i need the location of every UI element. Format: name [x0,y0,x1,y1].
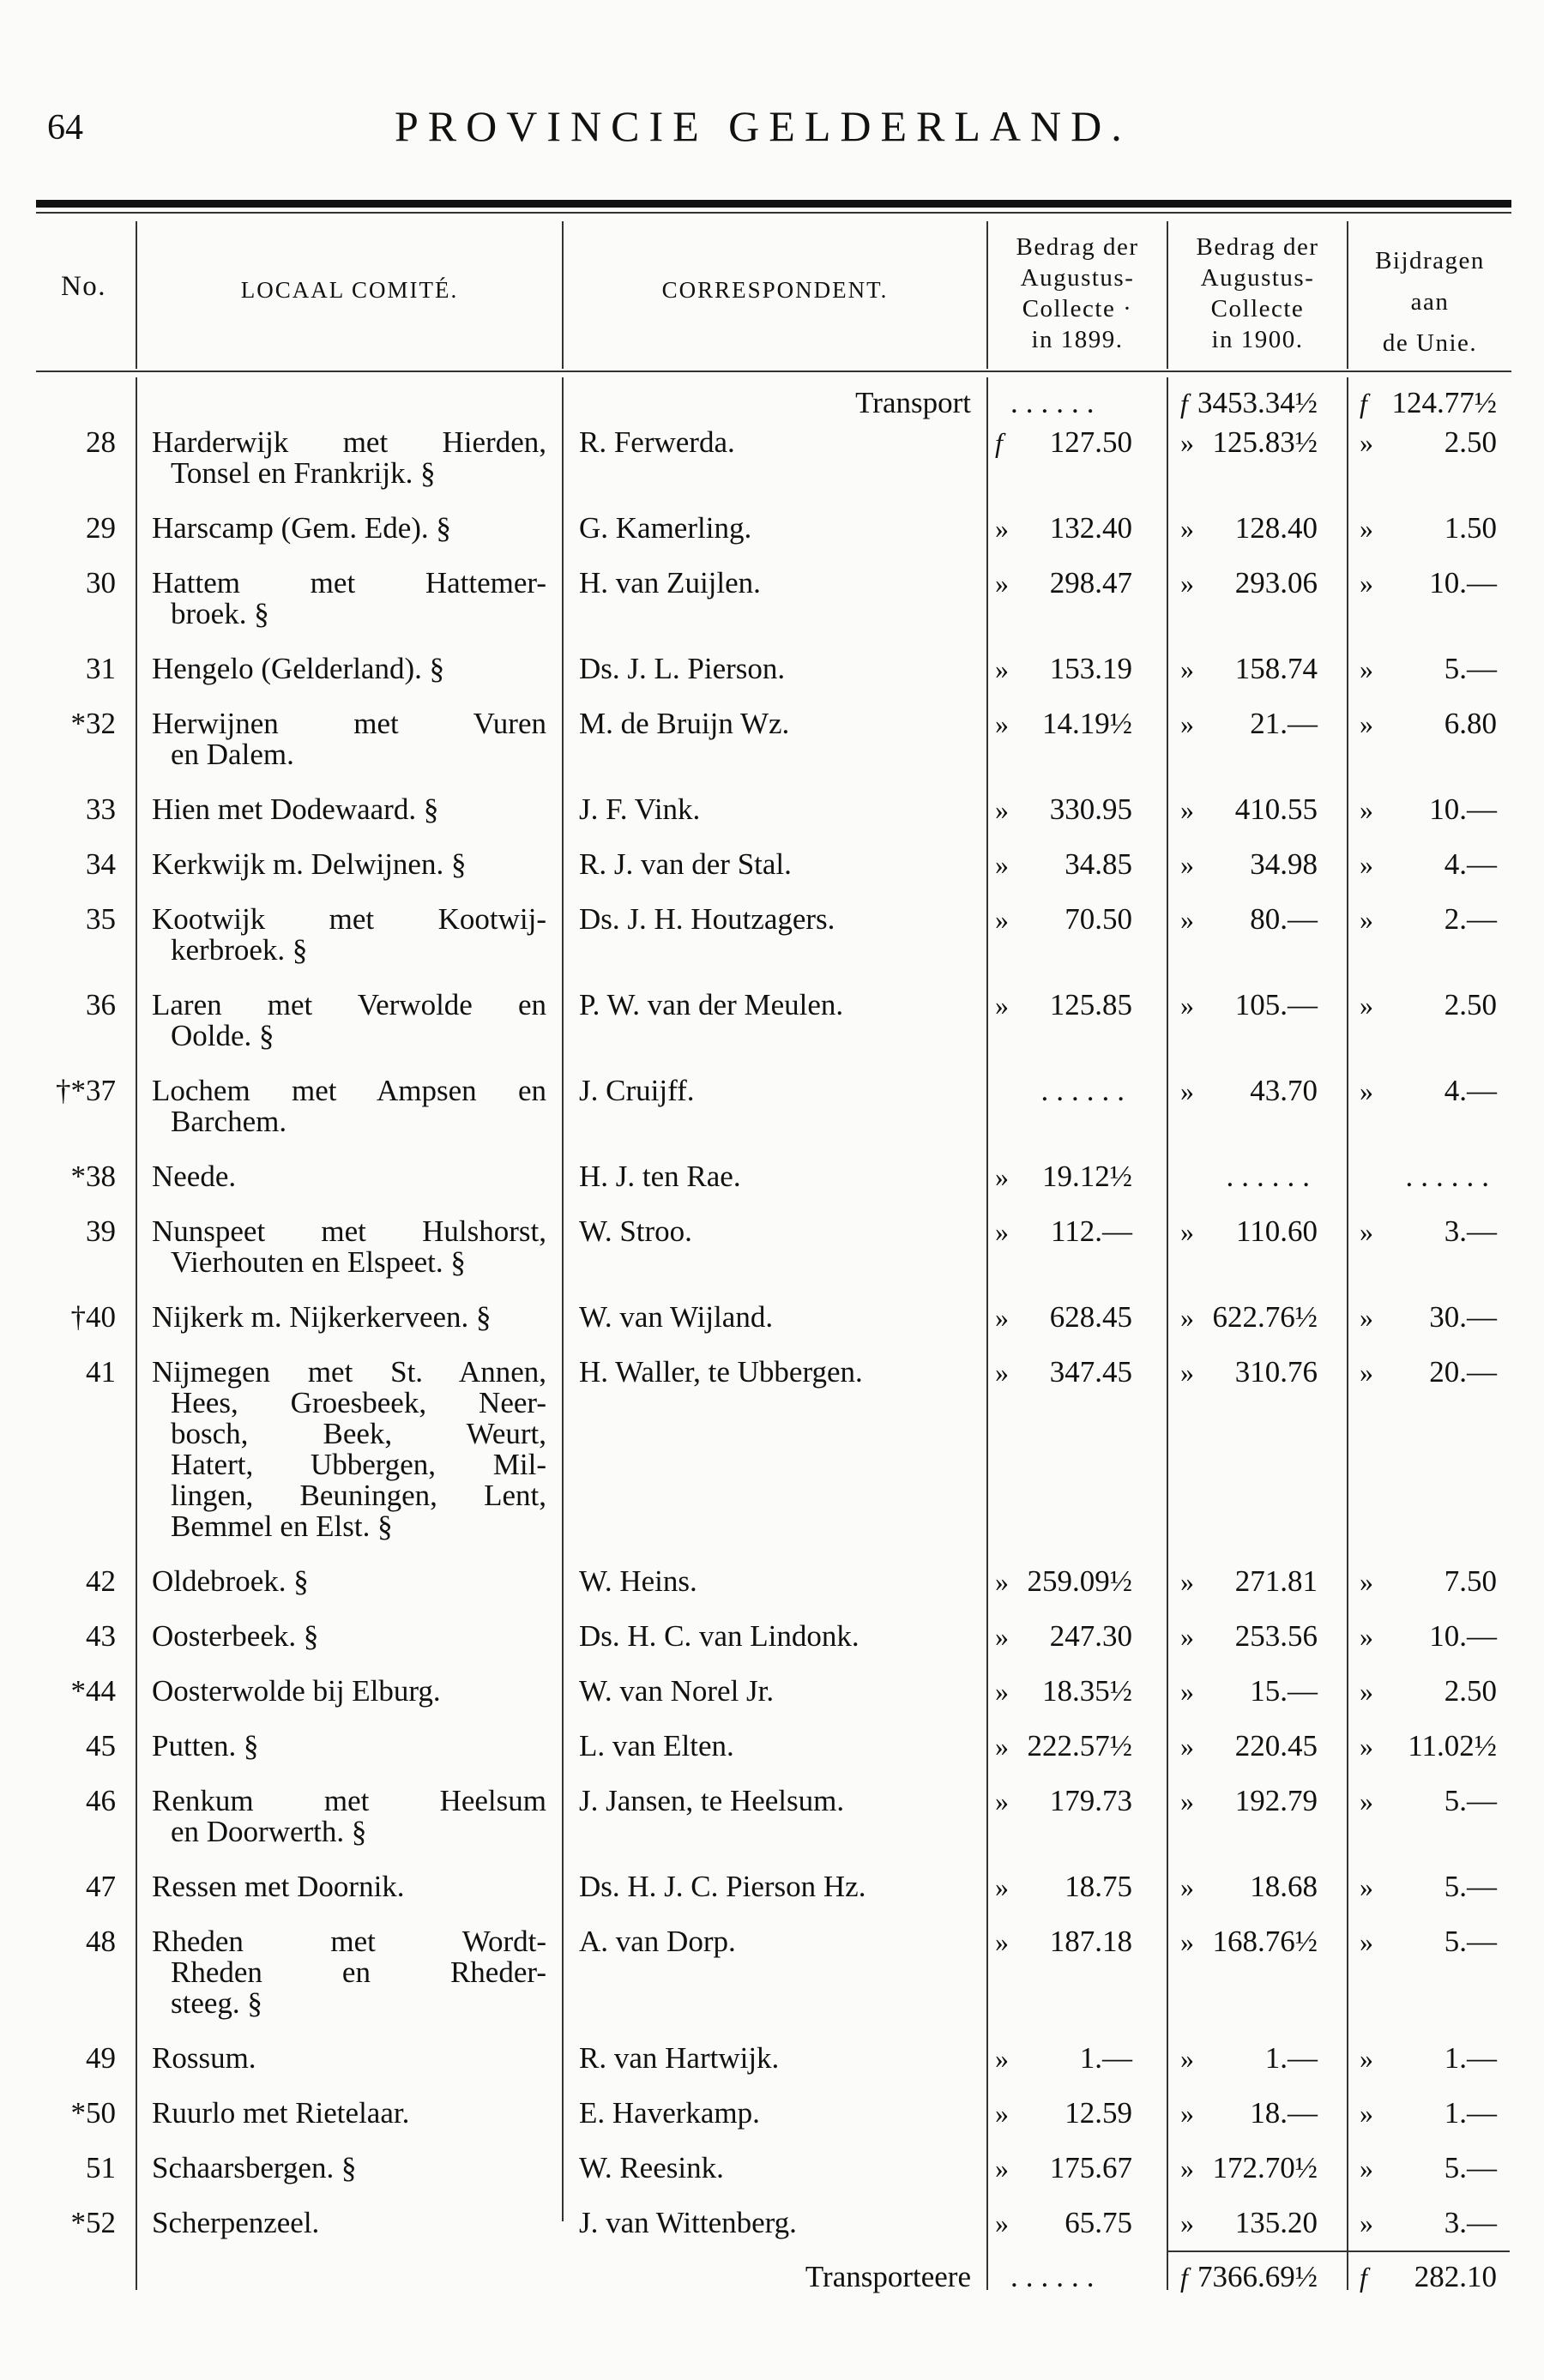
row-number: †40 [70,1300,116,1334]
committee-line: Putten. § [152,1729,259,1762]
amount-prefix: » [995,1357,1009,1388]
column-divider [562,377,564,2221]
column-divider [1347,377,1348,2290]
amount-prefix: » [1360,2043,1373,2074]
amount-1899: 259.09½ [1027,1564,1132,1598]
amount-1900: 105.— [1234,988,1318,1021]
amount-prefix: » [1360,1357,1373,1388]
amount-1900: 21.— [1250,707,1318,740]
amount-1899: 12.59 [1065,2096,1132,2130]
amount-1899: 187.18 [1049,1925,1132,1958]
amount-prefix: » [1360,1216,1373,1247]
amount-unie: 5.— [1444,1784,1497,1817]
amount-1900: 125.83½ [1212,425,1318,459]
amount-unie: 5.— [1444,652,1497,685]
amount-1900: 135.20 [1234,2206,1318,2239]
local-committee [152,1731,546,1762]
local-committee [152,1076,546,1137]
row-number: 35 [86,902,116,936]
committee-line: en Dalem. [171,738,294,771]
amount-1899: 330.95 [1049,792,1132,826]
amount-prefix: » [1360,1731,1373,1762]
amount-1899: 14.19½ [1042,707,1132,740]
correspondent: G. Kamerling. [579,511,752,545]
committee-line: Herwijnen met Vuren [152,707,546,740]
amount-1899: 222.57½ [1027,1729,1132,1762]
amount-1899: 175.67 [1049,2151,1132,2184]
amount-prefix: » [1360,1621,1373,1652]
correspondent: H. J. ten Rae. [579,1160,741,1193]
amount-1900: 293.06 [1234,566,1318,600]
amount-unie: 5.— [1444,1870,1497,1903]
committee-line: Nunspeet met Hulshorst, [152,1214,546,1248]
local-committee [152,2208,546,2238]
amount-1900: 80.— [1250,902,1318,936]
amount-1900: 168.76½ [1212,1925,1318,1958]
committee-line: Kootwijk met Kootwij- [152,902,546,936]
transport-label: Transport [855,386,971,419]
amount-unie: 3.— [1444,1214,1497,1248]
committee-line: lingen, Beuningen, Lent, [171,1479,546,1512]
amount-1899: 34.85 [1065,847,1132,881]
amount-prefix: » [1360,1076,1373,1106]
amount-prefix: » [1360,1871,1373,1902]
local-committee [152,1676,546,1707]
amount-unie: 6.80 [1444,707,1497,740]
row-number: 36 [86,988,116,1021]
amount-prefix: » [995,568,1009,599]
committee-line: Harscamp (Gem. Ede). § [152,511,451,545]
amount-1900: 253.56 [1234,1619,1318,1653]
committee-line: kerbroek. § [171,933,308,967]
amount-prefix: » [1360,1676,1373,1707]
correspondent: W. Reesink. [579,2151,724,2184]
amount-prefix: » [1180,1216,1194,1247]
amount-prefix: » [1180,1926,1194,1957]
committee-line: Laren met Verwolde en [152,988,546,1021]
header-unie: Bijdragen aan de Unie. [1375,247,1485,357]
top-rule [36,200,1511,208]
amount-1899: 132.40 [1049,511,1132,545]
amount-prefix: » [1180,654,1194,684]
amount-unie: 1.— [1444,2041,1497,2075]
committee-line: Ruurlo met Rietelaar. [152,2096,410,2130]
amount-prefix: » [1360,990,1373,1021]
amount-prefix: » [1180,2153,1194,2184]
amount-prefix: » [995,1731,1009,1762]
row-number: 41 [86,1355,116,1389]
amount-prefix: f [995,427,1003,458]
amount-prefix: » [1360,2208,1373,2238]
amount-prefix: » [1180,1621,1194,1652]
amount-unie: 1.50 [1444,511,1497,545]
amount-unie: ...... [1405,1160,1497,1193]
amount-unie: 20.— [1429,1355,1497,1389]
local-committee [152,1786,546,1847]
carry-forward-1899: ...... [1010,2260,1102,2293]
row-number: 33 [86,792,116,826]
correspondent: H. Waller, te Ubbergen. [579,1355,863,1389]
amount-prefix: » [1180,794,1194,825]
committee-line: Nijmegen met St. Annen, [152,1355,546,1389]
amount-1899: 127.50 [1049,425,1132,459]
amount-unie: 2.— [1444,902,1497,936]
amount-1899: 18.75 [1065,1870,1132,1903]
amount-1899: 628.45 [1049,1300,1132,1334]
correspondent: J. Cruijff. [579,1074,695,1107]
amount-prefix: » [1180,849,1194,880]
correspondent: W. van Wijland. [579,1300,774,1334]
amount-1899: 19.12½ [1042,1160,1132,1193]
committee-line: Bemmel en Elst. § [171,1509,393,1543]
header-bottom-rule [36,371,1511,372]
column-divider [136,377,137,2290]
amount-prefix: » [995,1786,1009,1817]
amount-prefix: » [995,1676,1009,1707]
currency-prefix: f [1180,2262,1188,2293]
amount-unie: 1.— [1444,2096,1497,2130]
correspondent: W. Stroo. [579,1214,692,1248]
correspondent: R. Ferwerda. [579,425,735,459]
local-committee [152,1216,546,1278]
row-number: 39 [86,1214,116,1248]
header-1900: Bedrag der Augustus- Collecte in 1900. [1196,233,1319,353]
local-committee [152,794,546,825]
row-number: 29 [86,511,116,545]
committee-line: Harderwijk met Hierden, [152,425,546,459]
local-committee [152,2043,546,2074]
amount-unie: 2.50 [1444,425,1497,459]
row-number: 28 [86,425,116,459]
amount-prefix: » [1360,1926,1373,1957]
amount-prefix: » [995,1216,1009,1247]
amount-prefix: » [1360,1566,1373,1597]
transport-1900: 3453.34½ [1197,386,1318,419]
amount-prefix: » [995,1926,1009,1957]
local-committee [152,990,546,1051]
row-number: †*37 [56,1074,116,1107]
committee-line: Schaarsbergen. § [152,2151,357,2184]
column-divider [1167,377,1168,2290]
amount-unie: 7.50 [1444,1564,1497,1598]
local-committee [152,849,546,880]
correspondent: A. van Dorp. [579,1925,736,1958]
amount-prefix: » [1180,904,1194,935]
amount-1900: 310.76 [1234,1355,1318,1389]
amount-1899: 179.73 [1049,1784,1132,1817]
local-committee [152,1621,546,1652]
correspondent: M. de Bruijn Wz. [579,707,790,740]
committee-line: Oosterbeek. § [152,1619,319,1653]
currency-prefix: f [1180,388,1188,419]
amount-prefix: » [995,990,1009,1021]
top-rule-thin [36,212,1511,214]
local-committee [152,1357,546,1542]
amount-1900: 15.— [1250,1674,1318,1708]
committee-line: Rheden met Wordt- [152,1925,546,1958]
local-committee [152,1926,546,2019]
row-number: *50 [70,2096,116,2130]
amount-prefix: » [1180,568,1194,599]
amount-prefix: » [1180,2043,1194,2074]
correspondent: Ds. H. C. van Lindonk. [579,1619,859,1653]
correspondent: Ds. J. L. Pierson. [579,652,786,685]
running-title: PROVINCIE GELDERLAND. [395,102,1131,150]
amount-unie: 2.50 [1444,988,1497,1021]
amount-prefix: » [995,1302,1009,1333]
amount-prefix: » [1180,2208,1194,2238]
correspondent: Ds. H. J. C. Pierson Hz. [579,1870,866,1903]
currency-prefix: f [1360,2262,1367,2293]
amount-1900: 192.79 [1234,1784,1318,1817]
committee-line: Scherpenzeel. [152,2206,320,2239]
header-correspondent: CORRESPONDENT. [661,277,889,303]
local-committee [152,1871,546,1902]
amount-prefix: » [1180,990,1194,1021]
amount-prefix: » [1360,513,1373,544]
committee-line: Oolde. § [171,1019,274,1052]
amount-1899: 18.35½ [1042,1674,1132,1708]
committee-line: broek. § [171,597,269,630]
committee-line: Neede. [152,1160,237,1193]
carry-forward-1900: 7366.69½ [1197,2260,1318,2293]
amount-1900: 622.76½ [1212,1300,1318,1334]
correspondent: W. van Norel Jr. [579,1674,775,1708]
amount-prefix: » [1180,2098,1194,2129]
amount-prefix: » [1360,2153,1373,2184]
amount-unie: 5.— [1444,2151,1497,2184]
local-committee [152,1161,546,1192]
committee-line: Rheden en Rheder- [171,1955,546,1989]
amount-prefix: » [1360,794,1373,825]
amount-1900: 410.55 [1234,792,1318,826]
currency-prefix: f [1360,388,1367,419]
amount-1900: ...... [1226,1160,1318,1193]
committee-line: en Doorwerth. § [171,1815,367,1848]
amount-unie: 5.— [1444,1925,1497,1958]
amount-prefix: » [995,1621,1009,1652]
correspondent: P. W. van der Meulen. [579,988,844,1021]
transport-1899: ...... [1010,386,1102,419]
committee-line: Renkum met Heelsum [152,1784,546,1817]
amount-prefix: » [995,849,1009,880]
row-number: *38 [70,1160,116,1193]
amount-1900: 220.45 [1234,1729,1318,1762]
amount-prefix: » [1180,1731,1194,1762]
committee-line: steeg. § [171,1986,262,2020]
column-divider [986,377,988,2290]
committee-line: Tonsel en Frankrijk. § [171,456,436,490]
amount-1899: 70.50 [1065,902,1132,936]
amount-prefix: » [995,1871,1009,1902]
correspondent: J. F. Vink. [579,792,701,826]
row-number: 47 [86,1870,116,1903]
committee-line: bosch, Beek, Weurt, [171,1417,546,1450]
correspondent: J. van Wittenberg. [579,2206,797,2239]
amount-prefix: » [995,794,1009,825]
correspondent: R. van Hartwijk. [579,2041,780,2075]
amount-1900: 158.74 [1234,652,1318,685]
amount-prefix: » [1180,1676,1194,1707]
amount-prefix: » [995,708,1009,739]
committee-line: Hatert, Ubbergen, Mil- [171,1448,546,1481]
row-number: 30 [86,566,116,600]
local-committee [152,904,546,966]
amount-prefix: » [1180,1566,1194,1597]
amount-unie: 4.— [1444,1074,1497,1107]
amount-1899: 1.— [1079,2041,1132,2075]
amount-1899: 65.75 [1065,2206,1132,2239]
amount-1899: 298.47 [1049,566,1132,600]
row-number: 31 [86,652,116,685]
amount-1899: ...... [1040,1074,1132,1107]
amount-unie: 11.02½ [1408,1729,1497,1762]
row-number: 45 [86,1729,116,1762]
amount-1899: 347.45 [1049,1355,1132,1389]
carry-forward-unie: 282.10 [1414,2260,1497,2293]
row-number: 48 [86,1925,116,1958]
page-number: 64 [47,108,83,148]
amount-1900: 1.— [1264,2041,1318,2075]
correspondent: R. J. van der Stal. [579,847,792,881]
committee-line: Oosterwolde bij Elburg. [152,1674,441,1708]
committee-line: Nijkerk m. Nijkerkerveen. § [152,1300,492,1334]
committee-line: Ressen met Doornik. [152,1870,405,1903]
amount-prefix: » [995,2153,1009,2184]
amount-1899: 153.19 [1049,652,1132,685]
amount-1899: 112.— [1051,1214,1132,1248]
correspondent: E. Haverkamp. [579,2096,760,2130]
local-committee [152,568,546,630]
amount-1900: 110.60 [1236,1214,1318,1248]
amount-prefix: » [1360,1786,1373,1817]
committee-line: Kerkwijk m. Delwijnen. § [152,847,467,881]
committee-line: Barchem. [171,1105,287,1138]
correspondent: W. Heins. [579,1564,697,1598]
header-comite: LOCAAL COMITÉ. [240,277,459,303]
committee-line: Oldebroek. § [152,1564,309,1598]
amount-prefix: » [1180,427,1194,458]
amount-1900: 43.70 [1250,1074,1318,1107]
local-committee [152,2153,546,2184]
amount-prefix: » [1180,708,1194,739]
local-committee [152,1566,546,1597]
row-number: *52 [70,2206,116,2239]
local-committee [152,708,546,770]
amount-1900: 18.— [1250,2096,1318,2130]
correspondent: Ds. J. H. Houtzagers. [579,902,835,936]
amount-prefix: » [1180,513,1194,544]
amount-prefix: » [1180,1871,1194,1902]
amount-prefix: » [995,2098,1009,2129]
transport-unie: 124.77½ [1391,386,1497,419]
committee-line: Hattem met Hattemer- [152,566,546,600]
row-number: 51 [86,2151,116,2184]
committee-line: Hien met Dodewaard. § [152,792,439,826]
amount-unie: 2.50 [1444,1674,1497,1708]
header-1899: Bedrag der Augustus- Collecte · in 1899. [1016,233,1139,353]
local-committee [152,2098,546,2129]
carry-forward-label: Transporteere [805,2260,971,2293]
amount-unie: 30.— [1429,1300,1497,1334]
amount-1900: 34.98 [1250,847,1318,881]
amount-prefix: » [1360,568,1373,599]
local-committee [152,427,546,489]
amount-1900: 172.70½ [1212,2151,1318,2184]
amount-prefix: » [995,2043,1009,2074]
amount-unie: 4.— [1444,847,1497,881]
amount-prefix: » [995,2208,1009,2238]
amount-1899: 247.30 [1049,1619,1132,1653]
amount-1900: 18.68 [1250,1870,1318,1903]
amount-1900: 128.40 [1234,511,1318,545]
row-number: 34 [86,847,116,881]
amount-unie: 3.— [1444,2206,1497,2239]
sum-rule [1167,2250,1510,2252]
amount-unie: 10.— [1429,1619,1497,1653]
row-number: *32 [70,707,116,740]
local-committee [152,1302,546,1333]
committee-line: Hees, Groesbeek, Neer- [171,1386,546,1419]
amount-prefix: » [1360,654,1373,684]
amount-prefix: » [995,654,1009,684]
local-committee [152,654,546,684]
amount-prefix: » [1360,1302,1373,1333]
amount-prefix: » [1360,427,1373,458]
amount-prefix: » [1180,1076,1194,1106]
committee-line: Lochem met Ampsen en [152,1074,546,1107]
local-committee [152,513,546,544]
amount-prefix: » [995,1161,1009,1192]
row-number: 49 [86,2041,116,2075]
committee-line: Rossum. [152,2041,256,2075]
amount-prefix: » [995,904,1009,935]
correspondent: H. van Zuijlen. [579,566,761,600]
amount-1900: 271.81 [1234,1564,1318,1598]
amount-prefix: » [1180,1786,1194,1817]
amount-prefix: » [1180,1357,1194,1388]
amount-unie: 10.— [1429,792,1497,826]
committee-line: Vierhouten en Elspeet. § [171,1245,466,1279]
amount-unie: 10.— [1429,566,1497,600]
row-number: 46 [86,1784,116,1817]
row-number: 42 [86,1564,116,1598]
amount-prefix: » [1180,1302,1194,1333]
committee-line: Hengelo (Gelderland). § [152,652,445,685]
row-number: 43 [86,1619,116,1653]
amount-1899: 125.85 [1049,988,1132,1021]
amount-prefix: » [1360,708,1373,739]
correspondent: J. Jansen, te Heelsum. [579,1784,845,1817]
row-number: *44 [70,1674,116,1708]
header-no: No. [60,271,107,302]
amount-prefix: » [1360,849,1373,880]
amount-prefix: » [1360,904,1373,935]
amount-prefix: » [995,1566,1009,1597]
amount-prefix: » [1360,2098,1373,2129]
amount-prefix: » [995,513,1009,544]
correspondent: L. van Elten. [579,1729,734,1762]
